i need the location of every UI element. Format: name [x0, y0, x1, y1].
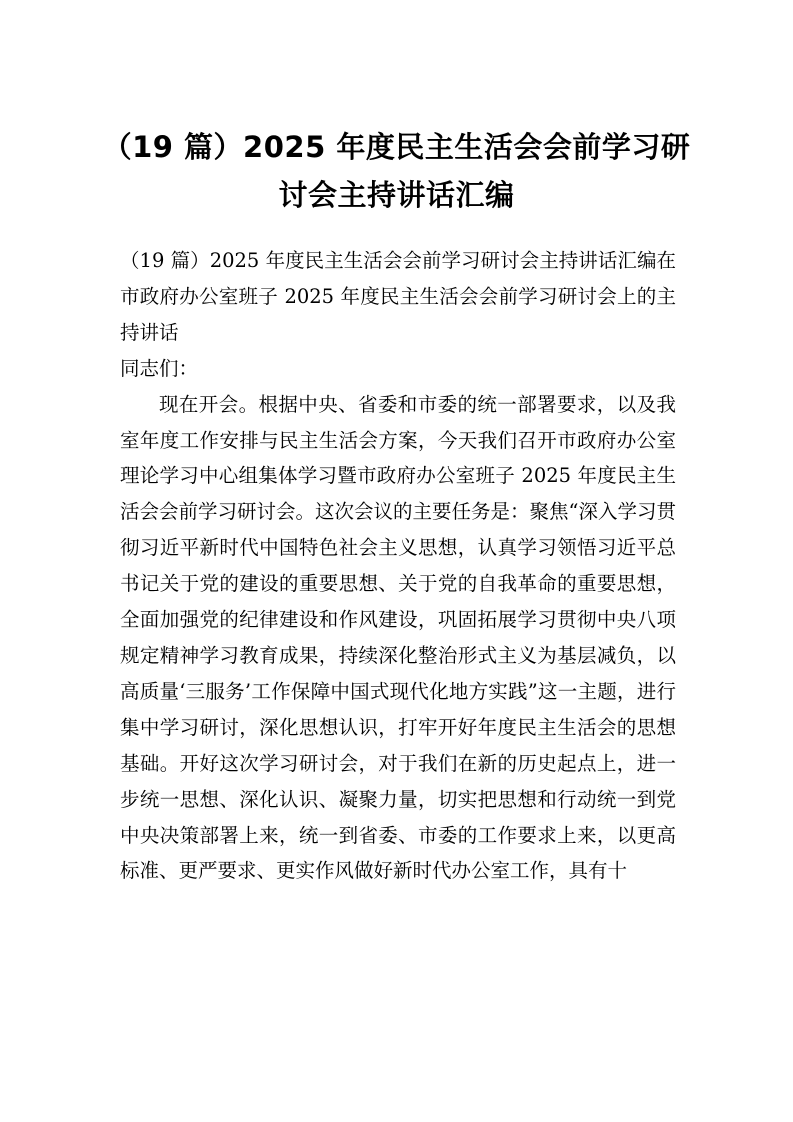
body-paragraph: 现在开会。根据中央、省委和市委的统一部署要求，以及我室年度工作安排与民主生活会方案，今天我们召开市政府办公室理论学习中心组集体学习暨市政府办公室班子 2025 年度民主生活会会前学习研讨会。这次会议的主要任务是：聚焦“深入学习贯彻习近平新时代中国特色社会主义思想，认真学习领悟习近平总书记关于党的建设的重要思想、关于党的自我革命的重要思想，全面加强党的纪律建设和作风建设，巩固拓展学习贯彻中央八项规定精神学习教育成果，持续深化整治形式主义为基层减负，以高质量‘三服务’工作保障中国式现代化地方实践”这一主题，进行集中学习研讨，深化思想认识，打牢开好年度民主生活会的思想基础。开好这次学习研讨会，对于我们在新的历史起点上，进一步统一思想、深化认识、凝聚力量，切实把思想和行动统一到党中央决策部署上来，统一到省委、市委的工作要求上来，以更高标准、更严要求、更实作风做好新时代办公室工作，具有十 [120, 392, 676, 883]
document-title: （19 篇）2025 年度民主生活会会前学习研讨会主持讲话汇编 [102, 130, 691, 212]
document-body [120, 243, 676, 889]
salutation: 同志们： [120, 356, 199, 380]
intro-paragraph: （19 篇）2025 年度民主生活会会前学习研讨会主持讲话汇编在市政府办公室班子 2025 年度民主生活会会前学习研讨会上的主持讲话 [120, 249, 676, 344]
